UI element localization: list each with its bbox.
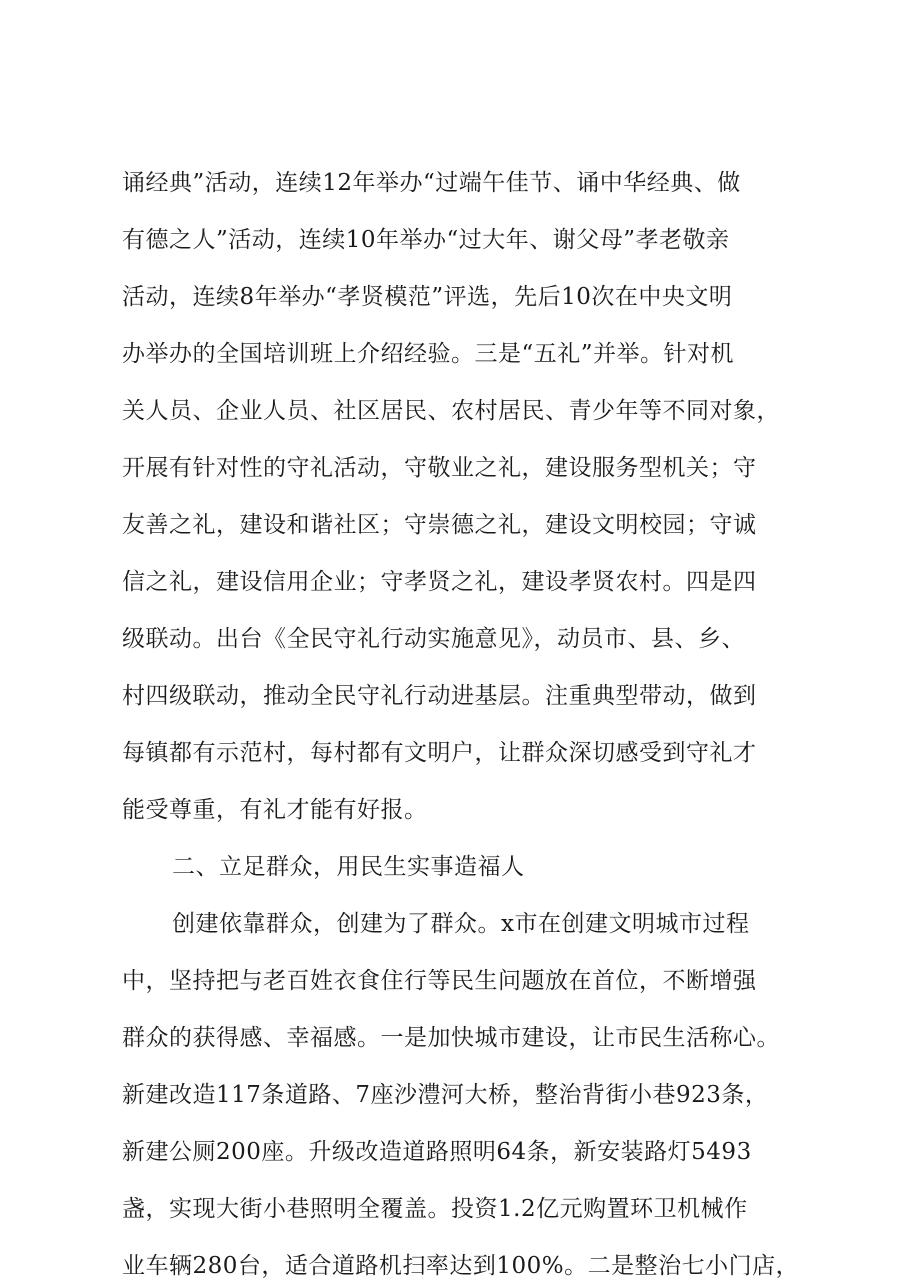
paragraph-line: 办举办的全国培训班上介绍经验。三是“五礼”并举。针对机 (122, 341, 735, 367)
paragraph-line: 活动，连续8年举办“孝贤模范”评选，先后10次在中央文明 (122, 284, 733, 310)
paragraph-line: 新建改造117条道路、7座沙澧河大桥，整治背街小巷923条， (122, 1082, 769, 1108)
paragraph-line: 能受尊重，有礼才能有好报。 (122, 797, 428, 823)
paragraph-line: 群众的获得感、幸福感。一是加快城市建设，让市民生活称心。 (122, 1025, 780, 1051)
paragraph-line: 级联动。出台《全民守礼行动实施意见》，动员市、县、乡、 (122, 626, 745, 652)
paragraph-line: 盏，实现大街小巷照明全覆盖。投资1.2亿元购置环卫机械作 (122, 1196, 748, 1222)
paragraph-line: 每镇都有示范村，每村都有文明户，让群众深切感受到守礼才 (122, 740, 757, 766)
paragraph-line: 村四级联动，推动全民守礼行动进基层。注重典型带动，做到 (122, 683, 757, 709)
paragraph-line: 关人员、企业人员、社区居民、农村居民、青少年等不同对象， (122, 398, 780, 424)
paragraph-line: 创建依靠群众，创建为了群众。x市在创建文明城市过程 (172, 911, 750, 937)
paragraph-line: 中，坚持把与老百姓衣食住行等民生问题放在首位，不断增强 (122, 968, 757, 994)
paragraph-line: 诵经典”活动，连续12年举办“过端午佳节、诵中华经典、做 (122, 170, 741, 196)
paragraph-line: 业车辆280台，适合道路机扫率达到100%。二是整治七小门店， (122, 1253, 800, 1279)
paragraph-line: 信之礼，建设信用企业；守孝贤之礼，建设孝贤农村。四是四 (122, 569, 757, 595)
paragraph-line: 友善之礼，建设和谐社区；守崇德之礼，建设文明校园；守诚 (122, 512, 757, 538)
paragraph-line: 开展有针对性的守礼活动，守敬业之礼，建设服务型机关；守 (122, 455, 757, 481)
paragraph-line: 新建公厕200座。升级改造道路照明64条，新安装路灯5493 (122, 1139, 752, 1165)
paragraph-line: 有德之人”活动，连续10年举办“过大年、谢父母”孝老敬亲 (122, 227, 730, 253)
section-heading: 二、立足群众，用民生实事造福人 (172, 854, 525, 880)
